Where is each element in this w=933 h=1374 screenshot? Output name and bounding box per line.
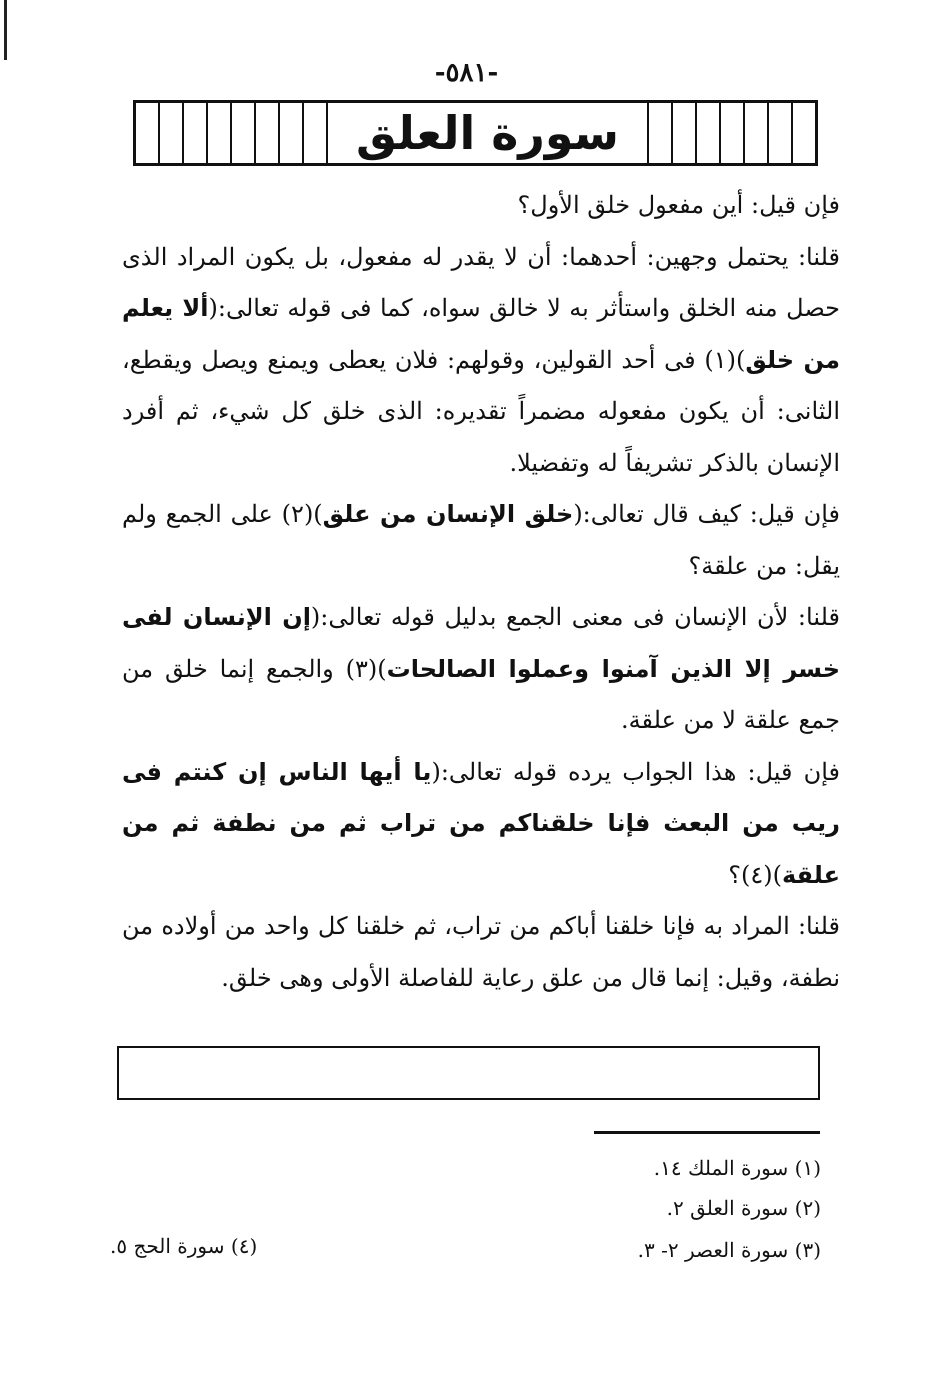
footnote-1: (١) سورة الملك ١٤. xyxy=(653,1156,821,1180)
paragraph-answer-1: قلنا: يحتمل وجهين: أحدهما: أن لا يقدر له مفعول، بل يكون المراد الذى حصل منه الخلق واستأثر به لا خالق سواه، كما فى قوله تعالى:(ألا يعلم من خلق)(١) فى أحد القولين، وقولهم: فلان يعطى ويمنع ويصل ويقطع، الثانى: أن يكون مفعوله مضمراً تقديره: الذى خلق كل شيء، ثم أفرد الإنسان بالذكر تشريفاً له وتفضيلا. xyxy=(122,242,840,477)
banner-left-stripes xyxy=(136,103,328,163)
paragraph-question-2: فإن قيل: كيف قال تعالى:(خلق الإنسان من علق)(٢) على الجمع ولم يقل: من علقة؟ xyxy=(122,500,840,580)
footnote-3: (٣) سورة العصر ٢- ٣. xyxy=(637,1238,821,1262)
paragraph-question-1: فإن قيل: أين مفعول خلق الأول؟ xyxy=(517,191,840,219)
page-number: -٥٨١- xyxy=(434,58,499,88)
quran-quote: خلق الإنسان من علق xyxy=(322,500,574,528)
quran-quote: إن الإنسان لفى خسر إلا الذين آمنوا وعملوا الصالحات xyxy=(122,603,841,683)
footnote-4: (٤) سورة الحج ٥. xyxy=(110,1234,258,1258)
page-edge-mark xyxy=(4,0,7,60)
footnote-divider xyxy=(594,1131,820,1134)
body-text xyxy=(122,180,840,1004)
paragraph-answer-2: قلنا: لأن الإنسان فى معنى الجمع بدليل قوله تعالى:(إن الإنسان لفى خسر إلا الذين آمنوا وعملوا الصالحات)(٣) والجمع إنما خلق من جمع علقة لا من علقة. xyxy=(122,603,841,734)
surah-title: سورة العلق xyxy=(356,106,619,160)
footnote-2: (٢) سورة العلق ٢. xyxy=(666,1196,821,1220)
quran-quote: ألا يعلم من خلق xyxy=(122,294,840,374)
surah-title-banner xyxy=(133,100,818,166)
empty-frame-box xyxy=(117,1046,820,1100)
paragraph-question-3: فإن قيل: هذا الجواب يرده قوله تعالى:(يا أيها الناس إن كنتم فى ريب من البعث فإنا خلقناكم من تراب ثم من نطفة ثم من علقة)(٤)؟ xyxy=(122,757,840,889)
quran-quote: يا أيها الناس إن كنتم فى ريب من البعث فإنا خلقناكم من تراب ثم من نطفة ثم من علقة xyxy=(122,757,840,889)
banner-right-stripes xyxy=(647,103,815,163)
paragraph-answer-3: قلنا: المراد به فإنا خلقنا أباكم من تراب، ثم خلقنا كل واحد من أولاده من نطفة، وقيل: إنما قال من علق رعاية للفاصلة الأولى وهى خلق. xyxy=(122,912,840,992)
